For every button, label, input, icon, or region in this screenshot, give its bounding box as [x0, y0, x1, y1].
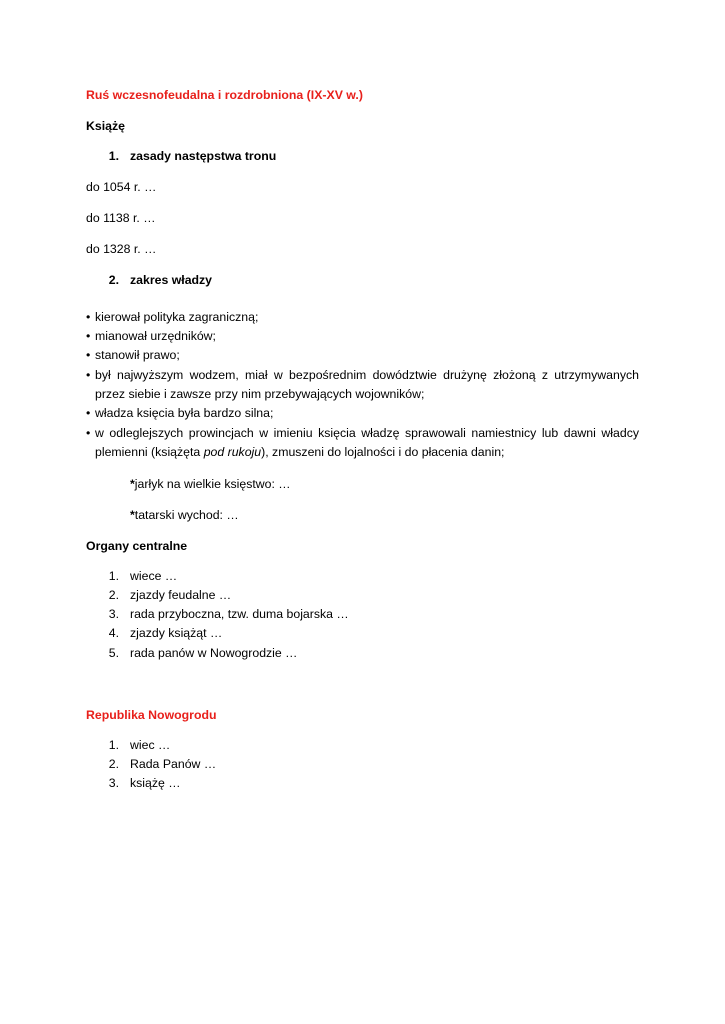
bullet-icon: •	[86, 406, 91, 420]
power-heading: zakres władzy	[130, 273, 213, 287]
power-bullet: był najwyższym wodzem, miał w bezpośrednim dowództwie drużynę złożoną z utrzymywanych	[95, 368, 639, 382]
succession-heading: zasady następstwa tronu	[130, 149, 277, 163]
succession-item: do 1054 r. …	[86, 180, 157, 194]
note-wychod	[130, 508, 239, 523]
bullet-icon: •	[86, 329, 91, 343]
bullet-text: ), zmuszeni do lojalności i do płacenia danin;	[261, 445, 505, 459]
organ-number: 2.	[108, 588, 119, 602]
section-heading-prince: Książę	[86, 119, 125, 133]
power-bullet: kierował polityka zagraniczną;	[95, 310, 259, 324]
novgorod-item: książę …	[130, 776, 181, 790]
novgorod-number: 2.	[108, 757, 119, 771]
note-star: *	[130, 508, 135, 522]
organ-item: rada panów w Nowogrodzie …	[130, 646, 298, 660]
organ-number: 4.	[108, 626, 119, 640]
power-bullet: władza księcia była bardzo silna;	[95, 406, 274, 420]
power-bullet-continuation: przez siebie i zawsze przy nim przebywających wojowników;	[95, 387, 425, 401]
novgorod-item: Rada Panów …	[130, 757, 217, 771]
bullet-icon: •	[86, 368, 91, 382]
bullet-icon: •	[86, 310, 91, 324]
section-heading-organs: Organy centralne	[86, 539, 188, 553]
novgorod-number: 1.	[108, 738, 119, 752]
organ-number: 3.	[108, 607, 119, 621]
note-text: tatarski wychod: …	[134, 508, 239, 522]
bullet-icon: •	[86, 426, 91, 440]
organ-item: zjazdy książąt …	[130, 626, 223, 640]
succession-item: do 1138 r. …	[86, 211, 156, 225]
note-star: *	[130, 477, 135, 491]
power-bullet: mianował urzędników;	[95, 329, 216, 343]
bullet-icon: •	[86, 348, 91, 362]
note-text: jarłyk na wielkie księstwo: …	[134, 477, 291, 491]
power-bullet: w odleglejszych prowincjach w imieniu księcia władzę sprawowali namiestnicy lub dawni władcy	[95, 426, 639, 440]
document-title: Ruś wczesnofeudalna i rozdrobniona (IX-XV w.)	[86, 88, 363, 102]
novgorod-item: wiec …	[130, 738, 171, 752]
organ-item: wiece …	[130, 569, 178, 583]
bullet-text-italic: pod rukoju	[203, 445, 262, 459]
succession-number: 1.	[108, 149, 119, 163]
section-heading-novgorod: Republika Nowogrodu	[86, 708, 217, 722]
organ-item: rada przyboczna, tzw. duma bojarska …	[130, 607, 349, 621]
bullet-text: plemienni (książęta	[95, 445, 204, 459]
power-bullet-continuation	[95, 445, 504, 460]
power-number: 2.	[108, 273, 119, 287]
succession-item: do 1328 r. …	[86, 242, 157, 256]
organ-item: zjazdy feudalne …	[130, 588, 232, 602]
organ-number: 1.	[108, 569, 119, 583]
note-jarlyk	[130, 477, 291, 492]
power-bullet: stanowił prawo;	[95, 348, 180, 362]
novgorod-number: 3.	[108, 776, 119, 790]
organ-number: 5.	[108, 646, 119, 660]
